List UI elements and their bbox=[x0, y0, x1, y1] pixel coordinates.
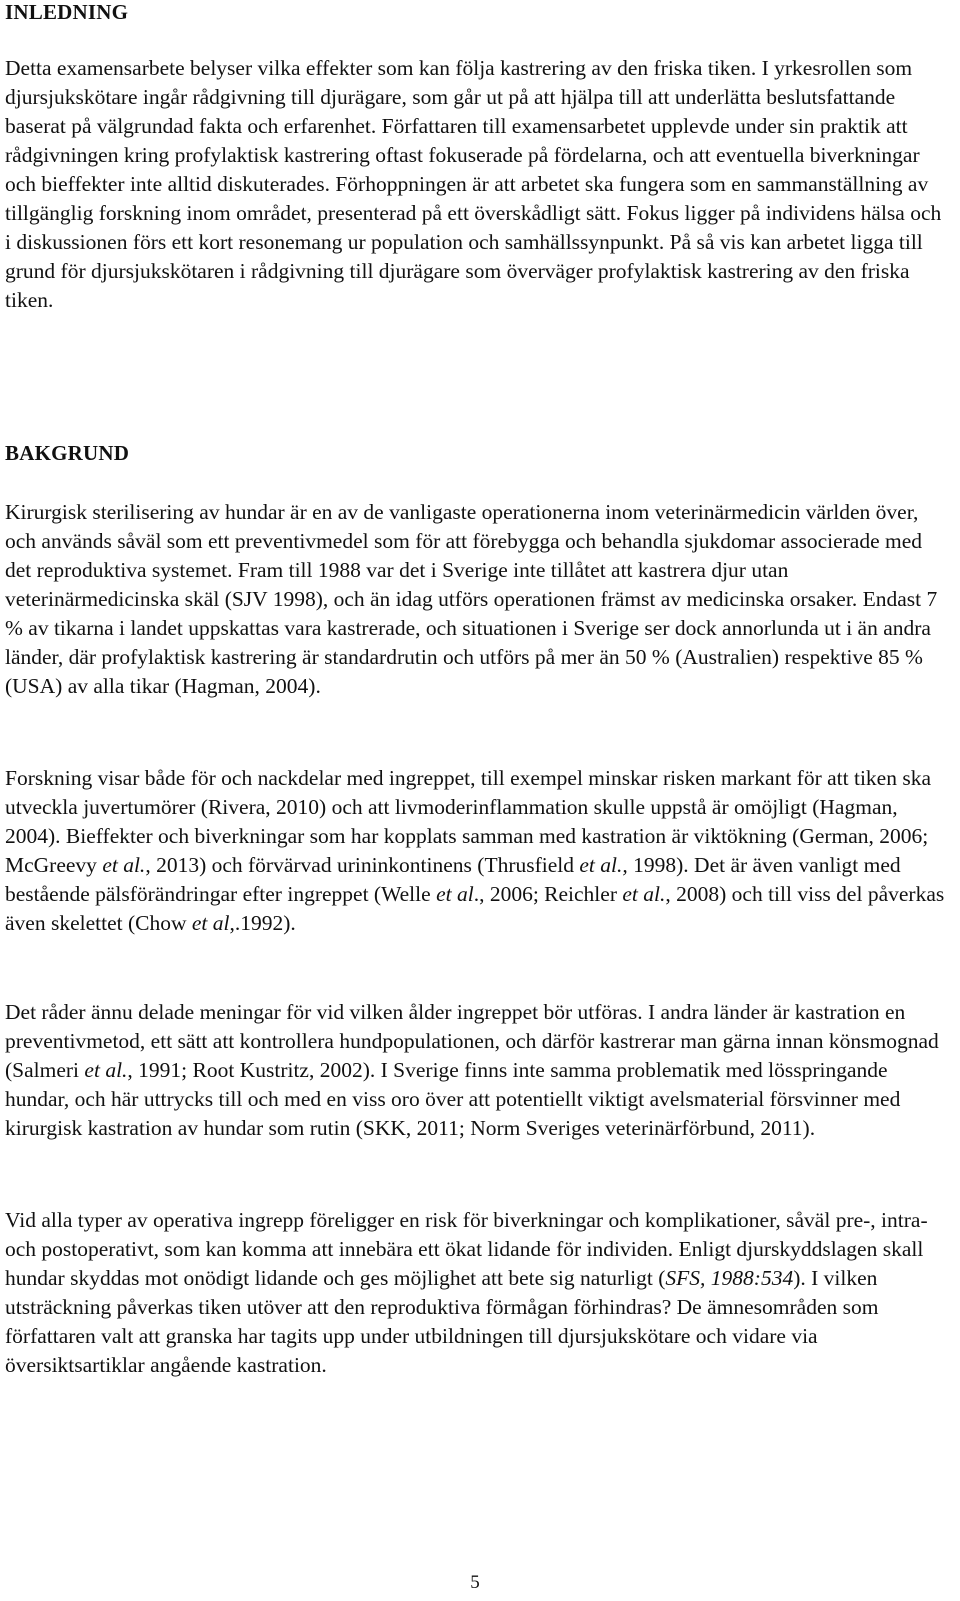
italic-run: et al., bbox=[579, 853, 628, 877]
paragraph-bakgrund-2 bbox=[5, 764, 950, 938]
text-run: 1998). Det är även vanligt med bestående pälsförändringar efter ingreppet (Welle bbox=[5, 853, 901, 906]
paragraph-bakgrund-4 bbox=[5, 1206, 950, 1380]
text-run: , 2013) och förvärvad urininkontinens (Thrusfield bbox=[145, 853, 580, 877]
text-run: , 1991; Root Kustritz, 2002). I Sverige finns inte samma problematik med lösspringande hundar, och här uttrycks till och med en viss oro över att potentiellt viktigt avelsmaterial försvinner med kirurgisk kastration av hundar som rutin (SKK, 2011; Norm Sveriges veterinärförbund, 2011). bbox=[5, 1058, 901, 1140]
italic-run: SFS, 1988:534 bbox=[665, 1266, 794, 1290]
text-run: Det råder ännu delade meningar för vid vilken ålder ingreppet bör utföras. I andra länder är kastration en preventivmetod, ett sätt att kontrollera hundpopulationen, och därför kastrerar man gärna innan könsmognad (Salmeri bbox=[5, 1000, 939, 1082]
page-number: 5 bbox=[470, 1572, 480, 1593]
italic-run: et al bbox=[191, 911, 230, 935]
text-run: Vid alla typer av operativa ingrepp föreligger en risk för biverkningar och komplikationer, såväl pre-, intra- och postoperativt, som kan komma att innebära ett ökat lidande för individen. Enligt djurskyddslagen skall hundar skyddas mot onödigt lidande och ges möjlighet att bete sig naturligt ( bbox=[5, 1208, 928, 1290]
italic-run: et al bbox=[436, 882, 474, 906]
text-run: Detta examensarbete belyser vilka effekter som kan följa kastrering av den friska tiken. I yrkesrollen som djursjukskötare ingår rådgivning till djurägare, som går ut på att hjälpa till att underlätta beslutsfattande baserat på välgrundad fakta och erfarenhet. Författaren till examensarbetet upplevde under sin praktik att rådgivningen kring profylaktisk kastrering oftast fokuserade på fördelarna, och att eventuella biverkningar och bieffekter inte alltid diskuterades. Förhoppningen är att arbetet ska fungera som en sammanställning av tillgänglig forskning inom området, presenterad på ett överskådligt sätt. Fokus ligger på individens hälsa och i diskussionen förs ett kort resonemang ur population och samhällssynpunkt. På så vis kan arbetet ligga till grund för djursjukskötaren i rådgivning till djurägare som överväger profylaktisk kastrering av den friska tiken. bbox=[5, 56, 942, 312]
text-run: , 2008) och till viss del påverkas även skelettet (Chow bbox=[5, 882, 945, 935]
heading-bakgrund: BAKGRUND bbox=[5, 441, 130, 465]
italic-run: et al. bbox=[84, 1058, 128, 1082]
paragraph-bakgrund-3 bbox=[5, 998, 950, 1143]
text-run: ). I vilken utsträckning påverkas tiken utöver att den reproduktiva förmågan förhindras? De ämnesområden som författaren valt att granska har tagits upp under utbildningen till djursjukskötare och vidare via översiktsartiklar angående kastration. bbox=[5, 1266, 879, 1377]
paragraph-intro bbox=[5, 54, 950, 315]
paragraph-bakgrund-1 bbox=[5, 498, 945, 701]
text-run: Forskning visar både för och nackdelar med ingreppet, till exempel minskar risken markant för att tiken ska utveckla juvertumörer (Rivera, 2010) och att livmoderinflammation skulle uppstå är omöjligt (Hagman, 2004). Bieffekter och biverkningar som har kopplats samman med kastration är viktökning (German, 2006; McGreevy bbox=[5, 766, 932, 877]
text-run: ., 2006; Reichler bbox=[473, 882, 623, 906]
italic-run: et al. bbox=[622, 882, 666, 906]
text-run: ,.1992). bbox=[229, 911, 296, 935]
heading-inledning: INLEDNING bbox=[5, 0, 129, 24]
text-run: Kirurgisk sterilisering av hundar är en av de vanligaste operationerna inom veterinärmedicin världen över, och används såväl som ett preventivmedel som för att förebygga och behandla sjukdomar associerade med det reproduktiva systemet. Fram till 1988 var det i Sverige inte tillåtet att kastrera djur utan veterinärmedicinska skäl (SJV 1998), och än idag utförs operationen främst av medicinska orsaker. Endast 7 % av tikarna i landet uppskattas vara kastrerade, och situationen i Sverige ser dock annorlunda ut i än andra länder, där profylaktisk kastrering är standardrutin och utförs på mer än 50 % (Australien) respektive 85 % (USA) av alla tikar (Hagman, 2004). bbox=[5, 500, 938, 698]
italic-run: et al. bbox=[102, 853, 146, 877]
